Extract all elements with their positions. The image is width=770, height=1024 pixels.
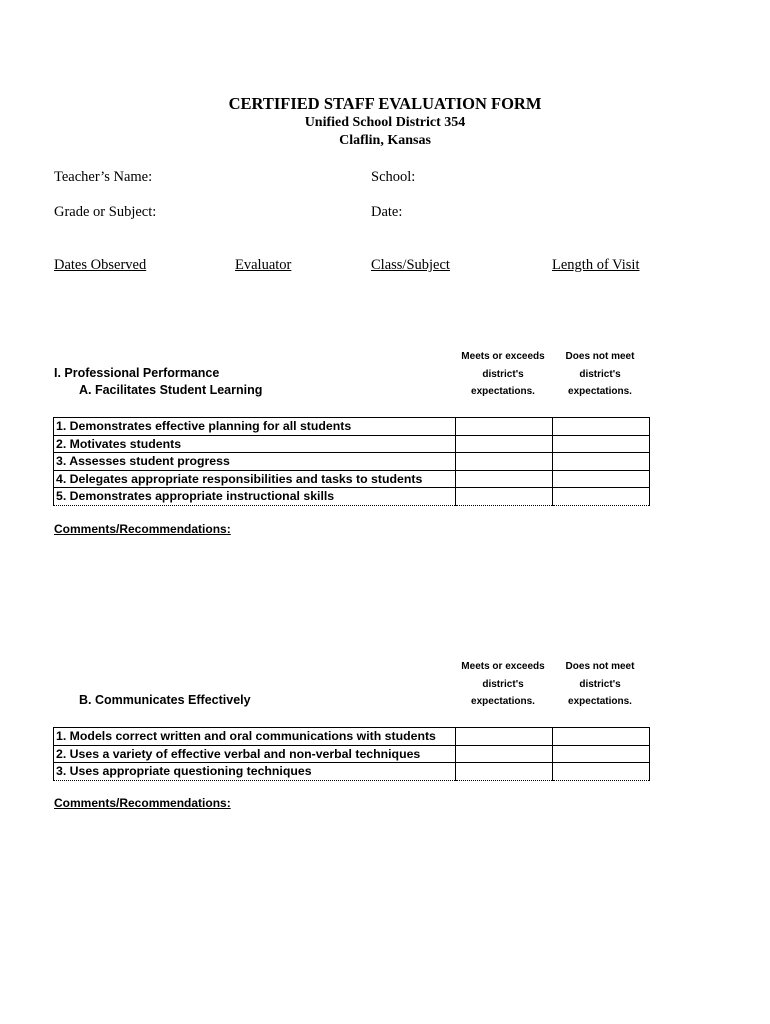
table-row <box>54 470 650 488</box>
does-not-meet-checkbox-cell[interactable] <box>553 435 650 453</box>
class-subject-heading: Class/Subject <box>371 257 450 273</box>
subsection-facilitates-learning: A. Facilitates Student Learning <box>79 383 263 397</box>
district-name: Unified School District 354 <box>304 115 466 130</box>
does-not-meet-checkbox-cell[interactable] <box>553 470 650 488</box>
criterion-label: 4. Delegates appropriate responsibilities and tasks to students <box>54 470 456 488</box>
does-not-meet-checkbox-cell[interactable] <box>553 763 650 781</box>
length-of-visit-heading: Length of Visit <box>552 257 640 273</box>
table-row <box>54 418 650 436</box>
dates-observed-heading: Dates Observed <box>54 257 147 273</box>
criterion-label: 2. Uses a variety of effective verbal and non-verbal techniques <box>54 745 456 763</box>
meets-checkbox-cell[interactable] <box>456 763 553 781</box>
facilitates-learning-table <box>53 417 650 506</box>
table-row <box>54 728 650 746</box>
criterion-label: 5. Demonstrates appropriate instructional skills <box>54 488 456 506</box>
district-location: Claflin, Kansas <box>339 133 431 148</box>
does-not-meet-header: Does not meet district's expectations. <box>565 351 635 397</box>
meets-checkbox-cell[interactable] <box>456 418 553 436</box>
meets-checkbox-cell[interactable] <box>456 728 553 746</box>
table-row <box>54 763 650 781</box>
subsection-communicates-effectively: B. Communicates Effectively <box>79 693 251 707</box>
criterion-label: 3. Uses appropriate questioning techniques <box>54 763 456 781</box>
comments-label-a: Comments/Recommendations: <box>54 522 231 536</box>
table-row <box>54 745 650 763</box>
does-not-meet-checkbox-cell[interactable] <box>553 745 650 763</box>
school-label: School: <box>371 169 416 185</box>
form-title: CERTIFIED STAFF EVALUATION FORM <box>228 94 542 113</box>
grade-subject-label: Grade or Subject: <box>54 204 157 220</box>
table-row <box>54 488 650 506</box>
meets-checkbox-cell[interactable] <box>456 745 553 763</box>
communicates-effectively-table <box>53 727 650 781</box>
meets-checkbox-cell[interactable] <box>456 470 553 488</box>
meets-checkbox-cell[interactable] <box>456 488 553 506</box>
teacher-name-label: Teacher’s Name: <box>54 169 153 185</box>
comments-label-b: Comments/Recommendations: <box>54 796 231 810</box>
criterion-label: 1. Models correct written and oral communications with students <box>54 728 456 746</box>
date-label: Date: <box>371 204 403 220</box>
criterion-label: 3. Assesses student progress <box>54 453 456 471</box>
evaluator-heading: Evaluator <box>235 257 292 273</box>
criterion-label: 2. Motivates students <box>54 435 456 453</box>
table-row <box>54 453 650 471</box>
does-not-meet-checkbox-cell[interactable] <box>553 453 650 471</box>
meets-checkbox-cell[interactable] <box>456 435 553 453</box>
meets-checkbox-cell[interactable] <box>456 453 553 471</box>
section-professional-performance: I. Professional Performance <box>54 366 220 380</box>
does-not-meet-checkbox-cell[interactable] <box>553 488 650 506</box>
does-not-meet-checkbox-cell[interactable] <box>553 728 650 746</box>
meets-expectations-header: Meets or exceeds district's expectations. <box>461 351 545 397</box>
table-row <box>54 435 650 453</box>
does-not-meet-checkbox-cell[interactable] <box>553 418 650 436</box>
criterion-label: 1. Demonstrates effective planning for all students <box>54 418 456 436</box>
meets-expectations-header: Meets or exceeds district's expectations. <box>461 661 545 707</box>
does-not-meet-header: Does not meet district's expectations. <box>565 661 635 707</box>
